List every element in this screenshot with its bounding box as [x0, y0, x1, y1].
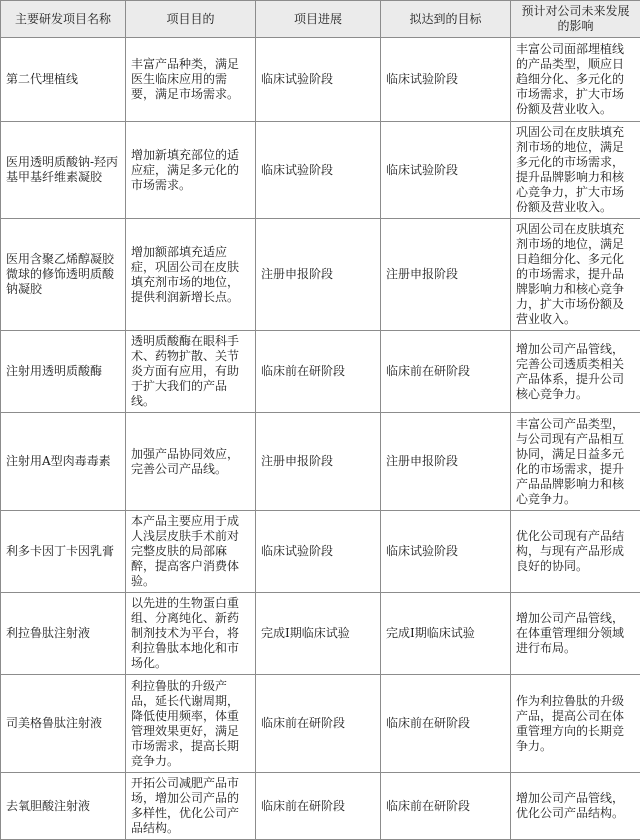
cell-project-purpose: 利拉鲁肽的升级产品，延长代谢周期，降低使用频率，体重管理效果更好，满足市场需求，提高长期竞争力。 [126, 675, 256, 773]
cell-target-goal: 注册申报阶段 [381, 219, 511, 331]
cell-project-progress: 临床前在研阶段 [256, 675, 381, 773]
cell-project-purpose: 丰富产品种类，满足医生临床应用的需要，满足市场需求。 [126, 38, 256, 122]
cell-target-goal: 临床试验阶段 [381, 38, 511, 122]
cell-project-name: 利拉鲁肽注射液 [1, 593, 126, 675]
table-row [1, 219, 640, 331]
cell-target-goal: 临床试验阶段 [381, 511, 511, 593]
cell-project-progress: 临床前在研阶段 [256, 331, 381, 413]
cell-target-goal: 临床前在研阶段 [381, 773, 511, 840]
cell-project-purpose: 以先进的生物蛋白重组、分离纯化、新药制剂技术为平台，将利拉鲁肽本地化和市场化。 [126, 593, 256, 675]
cell-project-progress: 临床试验阶段 [256, 511, 381, 593]
table-row [1, 331, 640, 413]
header-future-impact: 预计对公司未来发展的影响 [511, 1, 640, 38]
cell-target-goal: 注册申报阶段 [381, 413, 511, 511]
table-row [1, 675, 640, 773]
table-row [1, 593, 640, 675]
cell-future-impact: 增加公司产品管线，在体重管理细分领域进行布局。 [511, 593, 640, 675]
cell-future-impact: 增加公司产品管线，完善公司透质类相关产品体系，提升公司核心竞争力。 [511, 331, 640, 413]
header-project-purpose: 项目目的 [126, 1, 256, 38]
cell-project-progress: 完成Ⅰ期临床试验 [256, 593, 381, 675]
table-row [1, 413, 640, 511]
table-row [1, 38, 640, 122]
table-header-row [1, 1, 640, 38]
cell-project-name: 医用透明质酸钠-羟丙基甲基纤维素凝胶 [1, 122, 126, 219]
header-target-goal: 拟达到的目标 [381, 1, 511, 38]
cell-target-goal: 临床前在研阶段 [381, 331, 511, 413]
cell-project-progress: 临床前在研阶段 [256, 773, 381, 840]
cell-target-goal: 完成Ⅰ期临床试验 [381, 593, 511, 675]
cell-project-name: 利多卡因丁卡因乳膏 [1, 511, 126, 593]
table-row [1, 773, 640, 840]
cell-project-progress: 临床试验阶段 [256, 38, 381, 122]
cell-future-impact: 丰富公司产品类型，与公司现有产品相互协同，满足日益多元化的市场需求，提升产品品牌影响力和核心竞争力。 [511, 413, 640, 511]
cell-project-purpose: 增加新填充部位的适应症，满足多元化的市场需求。 [126, 122, 256, 219]
cell-future-impact: 优化公司现有产品结构，与现有产品形成良好的协同。 [511, 511, 640, 593]
cell-project-name: 司美格鲁肽注射液 [1, 675, 126, 773]
cell-target-goal: 临床试验阶段 [381, 122, 511, 219]
cell-project-name: 注射用透明质酸酶 [1, 331, 126, 413]
cell-project-name: 医用含聚乙烯醇凝胶微球的修饰透明质酸钠凝胶 [1, 219, 126, 331]
header-project-name: 主要研发项目名称 [1, 1, 126, 38]
cell-project-purpose: 加强产品协同效应，完善公司产品线。 [126, 413, 256, 511]
cell-project-purpose: 本产品主要应用于成人浅层皮肤手术前对完整皮肤的局部麻醉，提高客户消费体验。 [126, 511, 256, 593]
cell-project-purpose: 增加额部填充适应症，巩固公司在皮肤填充剂市场的地位，提供利润新增长点。 [126, 219, 256, 331]
cell-future-impact: 作为利拉鲁肽的升级产品，提高公司在体重管理方向的长期竞争力。 [511, 675, 640, 773]
cell-project-purpose: 开拓公司减肥产品市场，增加公司产品的多样性，优化公司产品结构。 [126, 773, 256, 840]
cell-target-goal: 临床前在研阶段 [381, 675, 511, 773]
cell-project-name: 去氧胆酸注射液 [1, 773, 126, 840]
cell-project-progress: 临床试验阶段 [256, 122, 381, 219]
cell-future-impact: 增加公司产品管线，优化公司产品结构。 [511, 773, 640, 840]
cell-future-impact: 巩固公司在皮肤填充剂市场的地位，满足多元化的市场需求，提升品牌影响力和核心竞争力，扩大市场份额及营业收入。 [511, 122, 640, 219]
cell-project-progress: 注册申报阶段 [256, 413, 381, 511]
cell-project-progress: 注册申报阶段 [256, 219, 381, 331]
cell-project-name: 第二代埋植线 [1, 38, 126, 122]
cell-project-purpose: 透明质酸酶在眼科手术、药物扩散、关节炎方面有应用，有助于扩大我们的产品线。 [126, 331, 256, 413]
cell-future-impact: 巩固公司在皮肤填充剂市场的地位，满足日趋细分化、多元化的市场需求，提升品牌影响力和核心竞争力，扩大市场份额及营业收入。 [511, 219, 640, 331]
header-project-progress: 项目进展 [256, 1, 381, 38]
table-row [1, 122, 640, 219]
cell-project-name: 注射用A型肉毒毒素 [1, 413, 126, 511]
table-row [1, 511, 640, 593]
cell-future-impact: 丰富公司面部埋植线的产品类型，顺应日趋细分化、多元化的市场需求，扩大市场份额及营业收入。 [511, 38, 640, 122]
